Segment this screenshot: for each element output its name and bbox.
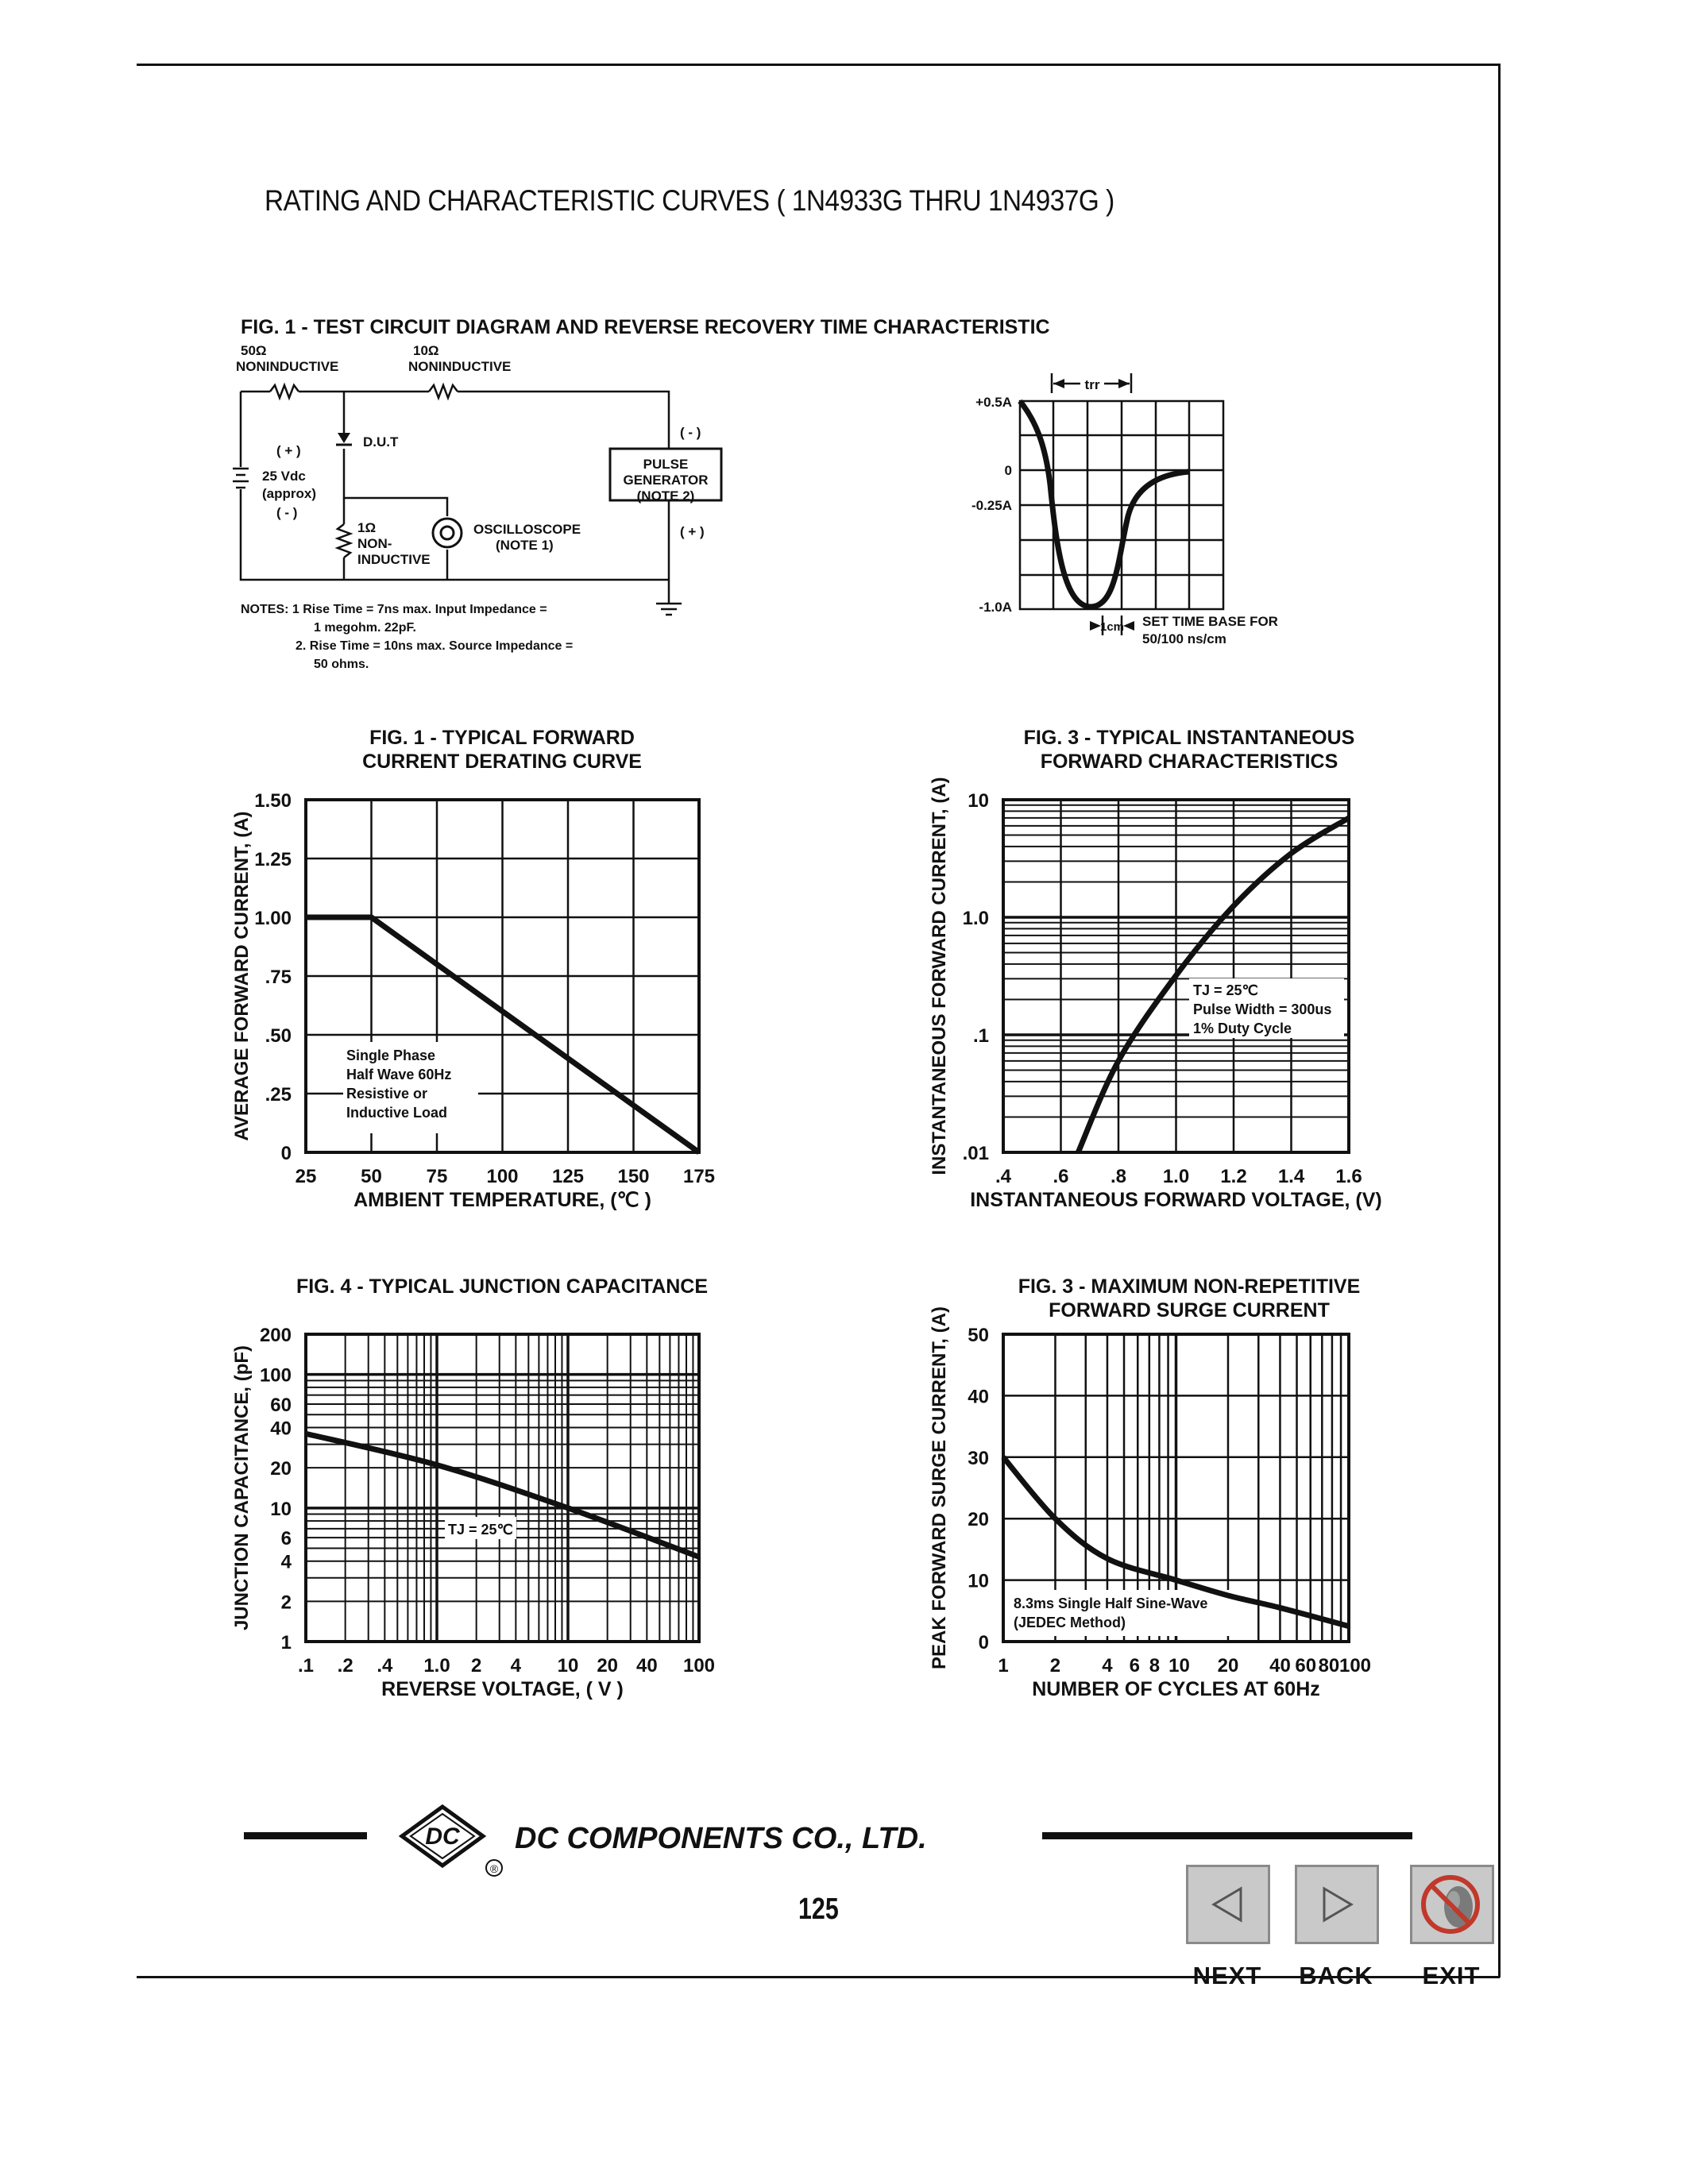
annotation-text: Half Wave 60Hz — [346, 1067, 452, 1082]
y-tick-label: 1.25 — [254, 849, 292, 870]
pulse-gen-label3: (NOTE 2) — [636, 488, 695, 504]
footer-rule-left — [244, 1832, 367, 1839]
x-tick-label: 50 — [361, 1166, 382, 1187]
y-tick-label: 10 — [270, 1498, 292, 1520]
y-tick-label: 10 — [968, 1570, 989, 1592]
left-triangle-icon — [1188, 1867, 1268, 1942]
y-tick-label: .1 — [972, 1025, 989, 1047]
supply-approx: (approx) — [262, 486, 316, 501]
y-tick-label: 200 — [259, 1325, 292, 1346]
annotation-text: Inductive Load — [346, 1105, 448, 1121]
oscilloscope-label: OSCILLOSCOPE — [473, 522, 581, 537]
x-tick-label: 60 — [1295, 1655, 1317, 1677]
annotation-text: Single Phase — [346, 1048, 436, 1063]
exit-label: EXIT — [1422, 1962, 1481, 1989]
r10-label: NONINDUCTIVE — [408, 359, 512, 374]
pulse-gen-minus: ( - ) — [680, 425, 701, 440]
x-tick-label: 150 — [617, 1166, 650, 1187]
wave-y-label-2: -0.25A — [971, 498, 1012, 513]
company-name: DC COMPONENTS CO., LTD. — [515, 1822, 927, 1855]
annotation-text: 1% Duty Cycle — [1193, 1021, 1292, 1036]
y-tick-label: 60 — [270, 1394, 292, 1416]
y-tick-label: 20 — [968, 1509, 989, 1531]
back-button-face[interactable] — [1295, 1865, 1379, 1944]
x-tick-label: 175 — [682, 1166, 716, 1187]
y-tick-label: 30 — [968, 1447, 989, 1469]
x-tick-label: 8 — [1149, 1655, 1161, 1677]
company-logo — [402, 1807, 502, 1876]
annotation-text: TJ = 25℃ — [1193, 982, 1258, 998]
y-tick-label: 40 — [968, 1386, 989, 1408]
x-tick-label: 20 — [597, 1655, 619, 1677]
x-tick-label: .1 — [297, 1655, 315, 1677]
chart-title: FORWARD CHARACTERISTICS — [1040, 751, 1338, 773]
back-label: BACK — [1299, 1962, 1373, 1989]
y-axis-label: JUNCTION CAPACITANCE, (pF) — [231, 1345, 253, 1631]
note-line-1: NOTES: 1 Rise Time = 7ns max. Input Impedance = — [241, 603, 547, 616]
y-tick-label: 50 — [968, 1325, 989, 1346]
r1-label2: INDUCTIVE — [357, 552, 431, 567]
exit-icon — [1412, 1867, 1492, 1942]
y-tick-label: .25 — [265, 1084, 292, 1106]
y-tick-label: 1.50 — [254, 790, 292, 812]
y-tick-label: .01 — [962, 1143, 989, 1164]
chart-title: FORWARD SURGE CURRENT — [1049, 1299, 1330, 1322]
x-tick-label: 100 — [486, 1166, 519, 1187]
y-tick-label: 40 — [270, 1418, 292, 1440]
chart-title: FIG. 3 - TYPICAL INSTANTANEOUS — [1023, 727, 1355, 749]
wave-y-label-1: 0 — [1004, 463, 1012, 478]
x-axis-label: INSTANTANEOUS FORWARD VOLTAGE, (V) — [970, 1189, 1382, 1211]
x-tick-label: 10 — [1168, 1655, 1190, 1677]
x-tick-label: .6 — [1053, 1166, 1069, 1187]
y-tick-label: 0 — [280, 1143, 292, 1164]
y-tick-label: 2 — [280, 1592, 292, 1614]
supply-plus: ( + ) — [276, 443, 301, 458]
supply-voltage: 25 Vdc — [262, 469, 306, 484]
x-tick-label: 1 — [998, 1655, 1009, 1677]
annotation-text: Pulse Width = 300us — [1193, 1001, 1332, 1017]
x-axis-label: NUMBER OF CYCLES AT 60Hz — [1032, 1678, 1320, 1700]
y-axis-label: PEAK FORWARD SURGE CURRENT, (A) — [929, 1306, 950, 1669]
x-tick-label: 100 — [1338, 1655, 1372, 1677]
trr-label: trr — [1084, 377, 1100, 392]
timebase-note-1: SET TIME BASE FOR — [1142, 614, 1278, 629]
x-tick-label: .8 — [1110, 1166, 1127, 1187]
chart-title: FIG. 3 - MAXIMUM NON-REPETITIVE — [1018, 1275, 1361, 1298]
y-tick-label: 1.0 — [962, 908, 989, 929]
pulse-gen-plus: ( + ) — [680, 524, 705, 539]
x-tick-label: 1.0 — [1162, 1166, 1190, 1187]
y-tick-label: 6 — [280, 1528, 292, 1550]
pulse-gen-label2: GENERATOR — [623, 473, 709, 488]
y-tick-label: 1 — [280, 1632, 292, 1653]
y-tick-label: .50 — [265, 1025, 292, 1047]
y-tick-label: 0 — [978, 1632, 989, 1653]
wave-y-label-0: +0.5A — [975, 395, 1012, 410]
x-tick-label: .4 — [377, 1655, 393, 1677]
x-tick-label: 6 — [1129, 1655, 1140, 1677]
note-line-4: 50 ohms. — [314, 658, 369, 671]
oscilloscope-note: (NOTE 1) — [496, 538, 554, 553]
x-tick-label: 2 — [470, 1655, 482, 1677]
y-tick-label: 4 — [280, 1551, 292, 1573]
x-axis-label: REVERSE VOLTAGE, ( V ) — [381, 1678, 624, 1700]
x-axis-label: AMBIENT TEMPERATURE, (℃ ) — [353, 1189, 651, 1211]
annotation-text: Resistive or — [346, 1086, 428, 1102]
right-triangle-icon — [1297, 1867, 1377, 1942]
timebase-note-2: 50/100 ns/cm — [1142, 631, 1226, 646]
pulse-gen-label1: PULSE — [643, 457, 689, 472]
exit-button-face[interactable] — [1410, 1865, 1494, 1944]
chart-title: CURRENT DERATING CURVE — [362, 751, 642, 773]
y-axis-label: AVERAGE FORWARD CURRENT, (A) — [231, 811, 253, 1141]
y-tick-label: .75 — [265, 967, 292, 988]
chart-title: FIG. 4 - TYPICAL JUNCTION CAPACITANCE — [295, 1275, 709, 1298]
y-tick-label: 100 — [259, 1364, 292, 1387]
dut-label: D.U.T — [363, 434, 399, 450]
x-tick-label: 1.6 — [1335, 1166, 1362, 1187]
x-tick-label: 40 — [635, 1655, 658, 1677]
registered-mark: ® — [489, 1862, 499, 1875]
r10-value: 10Ω — [413, 343, 439, 358]
x-tick-label: .4 — [995, 1166, 1012, 1187]
y-axis-label: INSTANTANEOUS FORWARD CURRENT, (A) — [929, 777, 950, 1175]
x-tick-label: 10 — [557, 1655, 579, 1677]
r1-value: 1Ω — [357, 520, 377, 535]
x-tick-label: 1.4 — [1277, 1166, 1305, 1187]
annotation-text: 8.3ms Single Half Sine-Wave — [1014, 1596, 1208, 1611]
r50-label: NONINDUCTIVE — [236, 359, 339, 374]
x-tick-label: .2 — [337, 1655, 353, 1677]
fig1-title: FIG. 1 - TEST CIRCUIT DIAGRAM AND REVERSE RECOVERY TIME CHARACTERISTIC — [241, 316, 1050, 338]
cm-label: 1cm — [1099, 620, 1125, 634]
annotation-text: TJ = 25℃ — [448, 1522, 513, 1538]
x-tick-label: 20 — [1217, 1655, 1239, 1677]
x-tick-label: 4 — [510, 1655, 522, 1677]
r1-label1: NON- — [357, 536, 392, 551]
x-tick-label: 25 — [295, 1166, 317, 1187]
wave-y-label-3: -1.0A — [979, 600, 1012, 615]
note-line-2: 1 megohm. 22pF. — [314, 621, 416, 635]
footer-rule-right — [1042, 1832, 1412, 1839]
chart-title: FIG. 1 - TYPICAL FORWARD — [369, 727, 635, 749]
x-tick-label: 2 — [1049, 1655, 1061, 1677]
x-tick-label: 80 — [1318, 1655, 1340, 1677]
x-tick-label: 40 — [1269, 1655, 1291, 1677]
x-tick-label: 4 — [1102, 1655, 1113, 1677]
y-tick-label: 1.00 — [254, 908, 292, 929]
svg-text:DC: DC — [425, 1823, 460, 1850]
y-tick-label: 10 — [968, 790, 989, 812]
x-tick-label: 100 — [682, 1655, 716, 1677]
x-tick-label: 125 — [551, 1166, 585, 1187]
annotation-text: (JEDEC Method) — [1014, 1615, 1126, 1630]
next-label: NEXT — [1192, 1962, 1262, 1989]
next-button-face[interactable] — [1186, 1865, 1270, 1944]
page-title: RATING AND CHARACTERISTIC CURVES ( 1N4933G THRU 1N4937G ) — [265, 184, 1114, 217]
note-line-3: 2. Rise Time = 10ns max. Source Impedance = — [295, 639, 574, 653]
x-tick-label: 75 — [426, 1166, 448, 1187]
supply-minus: ( - ) — [276, 505, 298, 520]
x-tick-label: 1.2 — [1220, 1166, 1247, 1187]
page-number: 125 — [798, 1893, 839, 1926]
x-tick-label: 1.0 — [423, 1655, 450, 1677]
r50-value: 50Ω — [241, 343, 267, 358]
y-tick-label: 20 — [270, 1458, 292, 1480]
